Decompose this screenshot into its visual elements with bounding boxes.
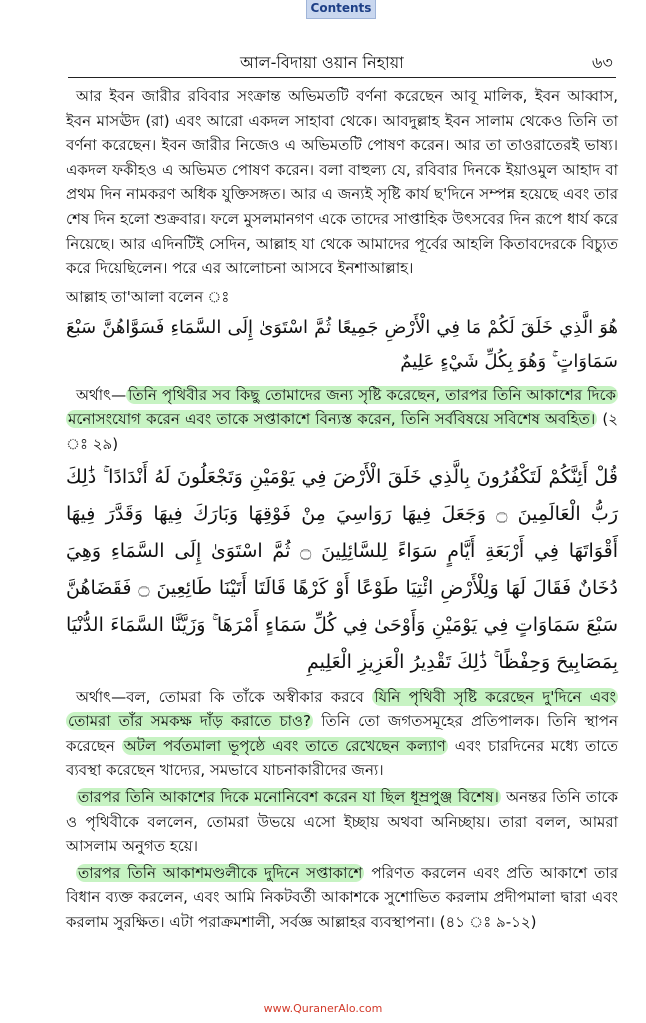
highlighted-text: অটল পর্বতমালা ভূপৃষ্ঠে এবং তাতে রেখেছেন কল্যাণ <box>123 736 446 755</box>
highlighted-text: তারপর তিনি আকাশমণ্ডলীকে দুদিনে সপ্তাকাশে <box>78 863 363 882</box>
header-divider <box>68 77 616 78</box>
translation-text: তিনি তো জগতসমূহের প্রতিপালক। তিনি স্থাপন করেছেন <box>66 712 618 755</box>
verse-reference: (২ ঃ ২৯) <box>66 410 618 453</box>
translation-41-9-10 <box>66 685 618 783</box>
translation-41-12 <box>66 861 618 935</box>
quran-verse-2-29: هُوَ الَّذِي خَلَقَ لَكُمْ مَا فِي الْأَرْضِ جَمِيعًا ثُمَّ اسْتَوَىٰ إِلَى السَّمَاءِ فَسَوَّاهُنَّ سَبْعَ سَمَاوَاتٍ ۚ وَهُوَ بِكُلِّ شَيْءٍ عَلِيمٌ <box>66 316 618 372</box>
page-title: আল-বিদায়া ওয়ান নিহায়া <box>240 53 404 72</box>
translation-prefix: অর্থাৎ— <box>76 385 127 404</box>
translation-text: পরিণত করলেন এবং প্রতি আকাশে তার বিধান ব্যক্ত করলেন, এবং আমি নিকটবর্তী আকাশকে সুশোভিত করলাম প্রদীপমালা দ্বারা এবং করলাম সুরক্ষিত। এটা পরাক্রমশালী, সর্বজ্ঞ আল্লাহর ব্যবস্থাপনা। (৪১ ঃ ৯-১২) <box>66 863 618 931</box>
translation-text: এবং চারদিনের মধ্যে তাতে ব্যবস্থা করেছেন খাদ্যের, সমভাবে যাচনাকারীদের জন্য। <box>66 736 618 780</box>
translation-text: অনন্তর তিনি তাকে ও পৃথিবীকে বললেন, তোমরা উভয়ে এসো ইচ্ছায় অথবা অনিচ্ছায়। তারা বলল, আমরা আসলাম অনুগত হয়ে। <box>66 787 618 856</box>
footer-website-link[interactable]: www.QuranerAlo.com <box>263 1002 383 1015</box>
quran-verse-41-9-12: قُلْ أَئِنَّكُمْ لَتَكْفُرُونَ بِالَّذِي خَلَقَ الْأَرْضَ فِي يَوْمَيْنِ وَتَجْعَلُونَ لَهُ أَنْدَادًا ۚ ذَٰلِكَ رَبُّ الْعَالَمِينَ ۝ وَجَعَلَ فِيهَا رَوَاسِيَ مِنْ فَوْقِهَا وَبَارَكَ فِيهَا وَقَدَّرَ فِيهَا أَقْوَاتَهَا فِي أَرْبَعَةِ أَيَّامٍ سَوَاءً لِلسَّائِلِينَ ۝ ثُمَّ اسْتَوَىٰ إِلَى السَّمَاءِ وَهِيَ دُخَانٌ فَقَالَ لَهَا وَلِلْأَرْضِ ائْتِيَا طَوْعًا أَوْ كَرْهًا قَالَتَا أَتَيْنَا طَائِعِينَ ۝ فَقَضَاهُنَّ سَبْعَ سَمَاوَاتٍ فِي يَوْمَيْنِ وَأَوْحَىٰ فِي كُلِّ سَمَاءٍ أَمْرَهَا ۚ وَزَيَّنَّا السَّمَاءَ الدُّنْيَا بِمَصَابِيحَ وَحِفْظًا ۚ ذَٰلِكَ تَقْدِيرُ الْعَزِيزِ الْعَلِيمِ <box>66 465 618 673</box>
translation-prefix: অর্থাৎ—বল, তোমরা কি তাঁকে অস্বীকার করবে <box>76 687 373 706</box>
highlighted-text: যিনি পৃথিবী সৃষ্টি করেছেন দু'দিনে এবং তোমরা তাঁর সমকক্ষ দাঁড় করাতে চাও? <box>68 687 616 731</box>
paragraph-intro: আর ইবন জারীর রবিবার সংক্রান্ত অভিমতটি বর্ণনা করেছেন আবূ মালিক, ইবন আব্বাস, ইবন মাসঊদ (রা) এবং আরো একদল সাহাবা থেকে। আবদুল্লাহ ইবন সালাম থেকেও তিনি তা বর্ণনা করেছেন। ইবন জারীর নিজেও এ অভিমতটি পোষণ করেন। আর তা তাওরাতেরই ভাষ্য। একদল ফকীহও এ অভিমত পোষণ করেন। বলা বাহুল্য যে, রবিবার দিনকে ইয়াওমুল আহাদ বা প্রথম দিন নামকরণ অধিক যুক্তিসঙ্গত। আর এ জন্যই সৃষ্টি কার্য ছ'দিনে সম্পন্ন হয়েছে এবং তার শেষ দিন হলো শুক্রবার। ফলে মুসলমানগণ একে তাদের সাপ্তাহিক উৎসবের দিন রূপে ধার্য করে নিয়েছে। আর এদিনটিই সেদিন, আল্লাহ যা থেকে আমাদের পূর্বের আহলি কিতাবদেরকে বিচ্যুত করে দিয়েছিলেন। পরে এর আলোচনা আসবে ইনশাআল্লাহ। <box>66 87 618 278</box>
page-number: ৬৩ <box>592 53 613 72</box>
translation-2-29 <box>66 383 618 457</box>
allah-says-label: আল্লাহ তা'আলা বলেন ঃ <box>66 287 230 306</box>
translation-41-11 <box>66 785 618 859</box>
contents-button[interactable]: Contents <box>306 0 376 19</box>
highlighted-text: তারপর তিনি আকাশের দিকে মনোনিবেশ করেন যা ছিল ধূম্রপুঞ্জ বিশেষ। <box>78 787 499 806</box>
page-body <box>66 84 618 934</box>
highlighted-text: তিনি পৃথিবীর সব কিছু তোমাদের জন্য সৃষ্টি করেছেন, তারপর তিনি আকাশের দিকে মনোসংযোগ করেন এবং তাকে সপ্তাকাশে বিন্যস্ত করেন, তিনি সর্ববিষয়ে সবিশেষ অবহিত। <box>68 385 616 429</box>
